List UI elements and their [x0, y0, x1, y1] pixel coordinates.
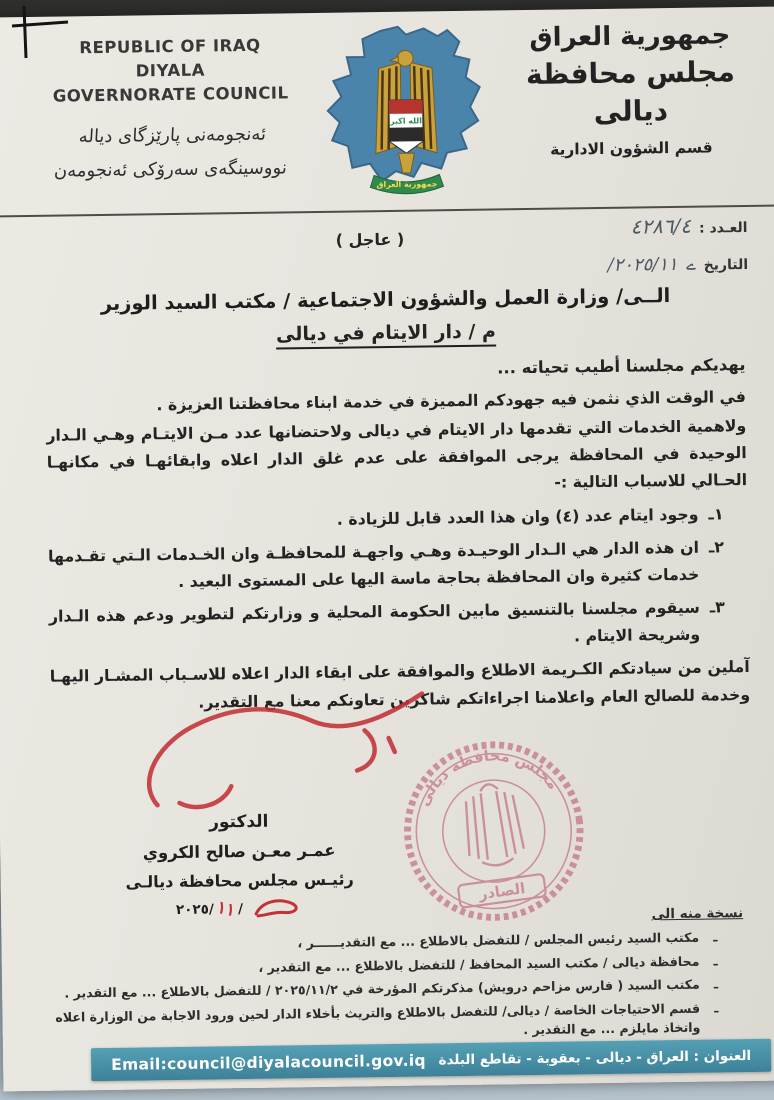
urgent-tag: ( عاجل )	[335, 229, 405, 250]
footer-address: العنوان : العراق - ديالى - بعقوبة - تقاطع البلدة	[438, 1047, 752, 1068]
header-ar-country: جمهورية العراق	[529, 20, 731, 53]
cc-bullet: ـ	[713, 976, 719, 992]
header-en-line2: DIYALA	[135, 60, 206, 81]
paragraph-2: ولاهمية الخدمات التي تقدمها دار الايتام في ديالى ولاحتضانها عدد مـن الايتـام وهـي الـدار الوحيدة في المحافظة يرجى الموافقة على عدم غلق الدار اعلاه وابقائهـا في مكانهـا الحـالي للاسباب التالية :-	[46, 416, 748, 493]
list-item	[49, 593, 726, 657]
cc-bullet: ـ	[713, 952, 718, 969]
cc-text: مكتب السيد ( فارس مزاحم درويش) مذكرتكم المؤرخة في ٢٠٢٥/١١/٢ / للتفضل بالاطلاع ... مع التقدير .	[64, 976, 700, 1001]
letter-page	[0, 7, 774, 1092]
signer-role: رئيـس مجلس محافظة ديالـى	[125, 869, 354, 892]
cc-bullet: ـ	[713, 929, 718, 945]
cc-section	[41, 905, 745, 1050]
header-en-line1: REPUBLIC OF IRAQ	[79, 35, 261, 58]
signature-date-month-red: ١١	[214, 897, 238, 922]
item-number: ١ـ	[708, 503, 724, 524]
header-ar-department: قسم الشؤون الادارية	[550, 138, 713, 160]
cc-label: نسخة منه الى	[651, 905, 744, 923]
scanner-registration-mark	[10, 4, 70, 60]
list-item	[47, 500, 723, 537]
item-number: ٣ـ	[709, 597, 725, 617]
item-text: وجود ايتام عدد (٤) وان هذا العدد قابل للزيادة .	[336, 504, 699, 529]
cc-text: قسم الاحتياجات الخاصة / ديالى/ للتفضل بالاطلاع والتريث بأخلاء الدار لحين ورود الاجابة من الوزارة اعلاه واتخاذ مايلزم ... مع التقدير .	[55, 1000, 701, 1038]
red-pen-signature	[126, 679, 458, 834]
header-arabic-block	[501, 19, 761, 160]
cc-text: مكتب السيد رئيس المجلس / للتفضل بالاطلاع ... مع التقديــــــر ،	[297, 929, 700, 951]
signer-title: الدكتور	[209, 811, 269, 833]
paragraph-1: في الوقت الذي نثمن فيه جهودكم المميزة في خدمة ابناء محافظتنا العزيزة .	[156, 387, 747, 415]
header-kurdish-line1: ئەنجومەنی پارێزگای دیاله	[78, 123, 267, 148]
stamp-ring-text: مجلس محافظة ديالى	[415, 747, 562, 809]
stamp-banner-text: الصادر	[477, 880, 527, 904]
cc-bullet: ـ	[714, 999, 719, 1016]
cc-text: محافظة ديالى / مكتب السيد المحافظ / للتفضل بالاطلاع ... مع التقدير ،	[258, 953, 700, 975]
header-ar-council: مجلس محافظة ديالى	[525, 54, 736, 128]
ref-number-label: العـدد :	[698, 219, 748, 237]
ref-number-handwritten: ٤٢٨٦/٤	[630, 213, 692, 239]
letter-body	[46, 383, 750, 719]
header-kurdish-line2: نووسینگەی سەرۆکی ئەنجومەن	[53, 157, 288, 182]
header-english-block	[29, 33, 313, 189]
date-handwritten: ٢٠٢٥/١١/	[607, 253, 678, 276]
signer-name: عمـر معـن صالح الكروي	[142, 840, 336, 863]
greeting-line: يهديكم مجلسنا أطيب تحياته ...	[497, 355, 746, 378]
header-en-line3: GOVERNORATE COUNCIL	[52, 83, 289, 106]
list-item	[48, 533, 725, 597]
closing-paragraph: آملين من سيادتكم الكـريمة الاطلاع والموافقة على ابقاء الدار اعلاه للاسـباب المشـار اليهـا وخدمة للصالح العام واعلامنا اجراءاتكم شاكرين تعاونكم معنا مع التقدير.	[49, 657, 751, 712]
item-number: ٢ـ	[708, 537, 725, 557]
signature-date-year: ٢٠٢٥/	[175, 901, 214, 919]
item-text: ان هذه الدار هي الـدار الوحيـدة وهـي واجهـة للمحافظـة وان الخـدمات الـتي تقـدمها خدمات كثيرة وان المحافظة بحاجة ماسة اليها على المستوى البعيد .	[47, 537, 700, 591]
signature-date-slash: /	[238, 901, 244, 918]
svg-text:جمهورية العراق: جمهورية العراق	[376, 179, 438, 190]
addressee-line: الــى/ وزارة العمل والشؤون الاجتماعية / مكتب السيد الوزير	[100, 284, 671, 315]
iraq-eagle-map-emblem-icon	[321, 21, 491, 201]
date-label: التاريخ	[703, 256, 749, 274]
cc-item	[42, 998, 718, 1046]
subject-line: م / دار الايتام في ديالى	[0, 317, 774, 350]
reasons-list	[47, 500, 725, 657]
footer-email: Email:council@diyalacouncil.gov.iq	[111, 1051, 426, 1074]
item-text: سيقوم مجلسنا بالتنسيق مابين الحكومة المحلية و وزارتكم لتطوير ودعم هذه الـدار وشريحة الايتام .	[48, 597, 701, 646]
svg-text:الله اكبر: الله اكبر	[390, 116, 423, 126]
date-day-mark: ے	[685, 254, 696, 275]
